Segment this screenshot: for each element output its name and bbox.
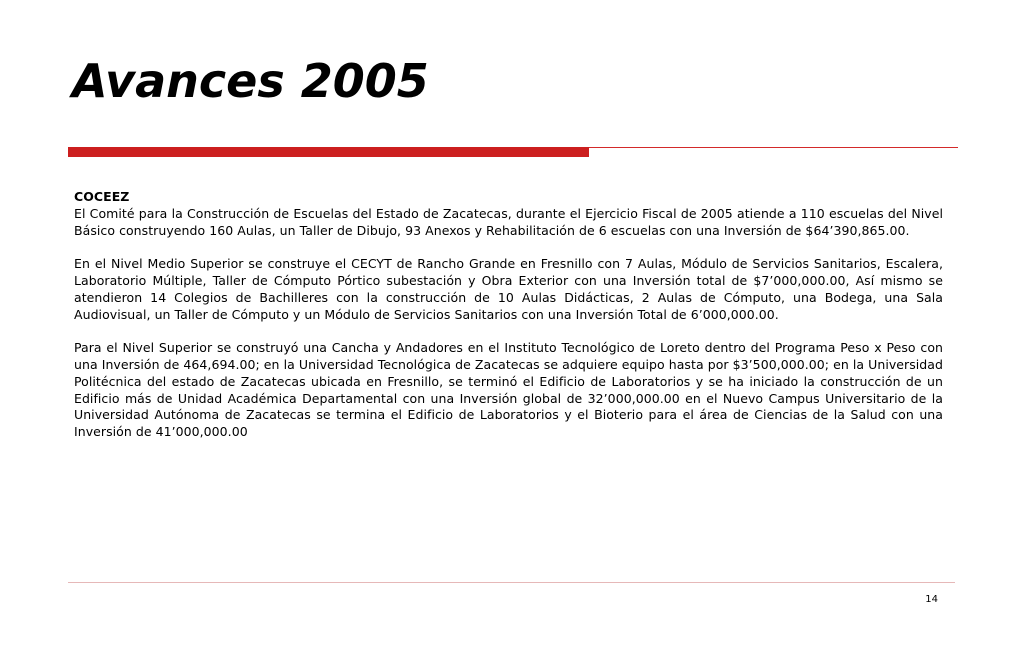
paragraph-basic-level: El Comité para la Construcción de Escuelas del Estado de Zacatecas, durante el Ejercicio Fiscal de 2005 atiende a 110 escuelas del Nivel Básico construyendo 160 Aulas, un Taller de Dibujo, 93 Anexos y Rehabilitación de 6 escuelas con una Inversión de $64’390,865.00. xyxy=(74,205,943,238)
slide-title: Avances 2005 xyxy=(72,54,429,108)
section-heading: COCEEZ xyxy=(74,189,130,204)
paragraph-upper-secondary: En el Nivel Medio Superior se construye el CECYT de Rancho Grande en Fresnillo con 7 Aulas, Módulo de Servicios Sanitarios, Escalera, Laboratorio Múltiple, Taller de Cómputo Pórtico subestación y Obra Exterior con una Inversión total de $7’000,000.00, Así mismo se atendieron 14 Colegios de Bachilleres con la construcción de 10 Aulas Didácticas, 2 Aulas de Cómputo, una Bodega, una Sala Audiovisual, un Taller de Cómputo y un Módulo de Servicios Sanitarios con una Inversión Total de 6’000,000.00. xyxy=(74,256,943,322)
paragraph-higher-education: Para el Nivel Superior se construyó una Cancha y Andadores en el Instituto Tecnológico de Loreto dentro del Programa Peso x Peso con una Inversión de 464,694.00; en la Universidad Tecnológica de Zacatecas se adquiere equipo hasta por $3’500,000.00; en la Universidad Politécnica del estado de Zacatecas ubicada en Fresnillo, se terminó el Edificio de Laboratorios y se ha iniciado la construcción de un Edificio más de Unidad Académica Departamental con una Inversión global de 32’000,000.00 en el Nuevo Campus Universitario de la Universidad Autónoma de Zacatecas se termina el Edificio de Laboratorios y el Bioterio para el área de Ciencias de la Salud con una Inversión de 41’000,000.00 xyxy=(74,340,943,440)
page-number: 14 xyxy=(925,594,938,605)
slide-body xyxy=(74,189,943,441)
title-underline-thick xyxy=(68,147,589,157)
footer-divider xyxy=(68,582,955,583)
